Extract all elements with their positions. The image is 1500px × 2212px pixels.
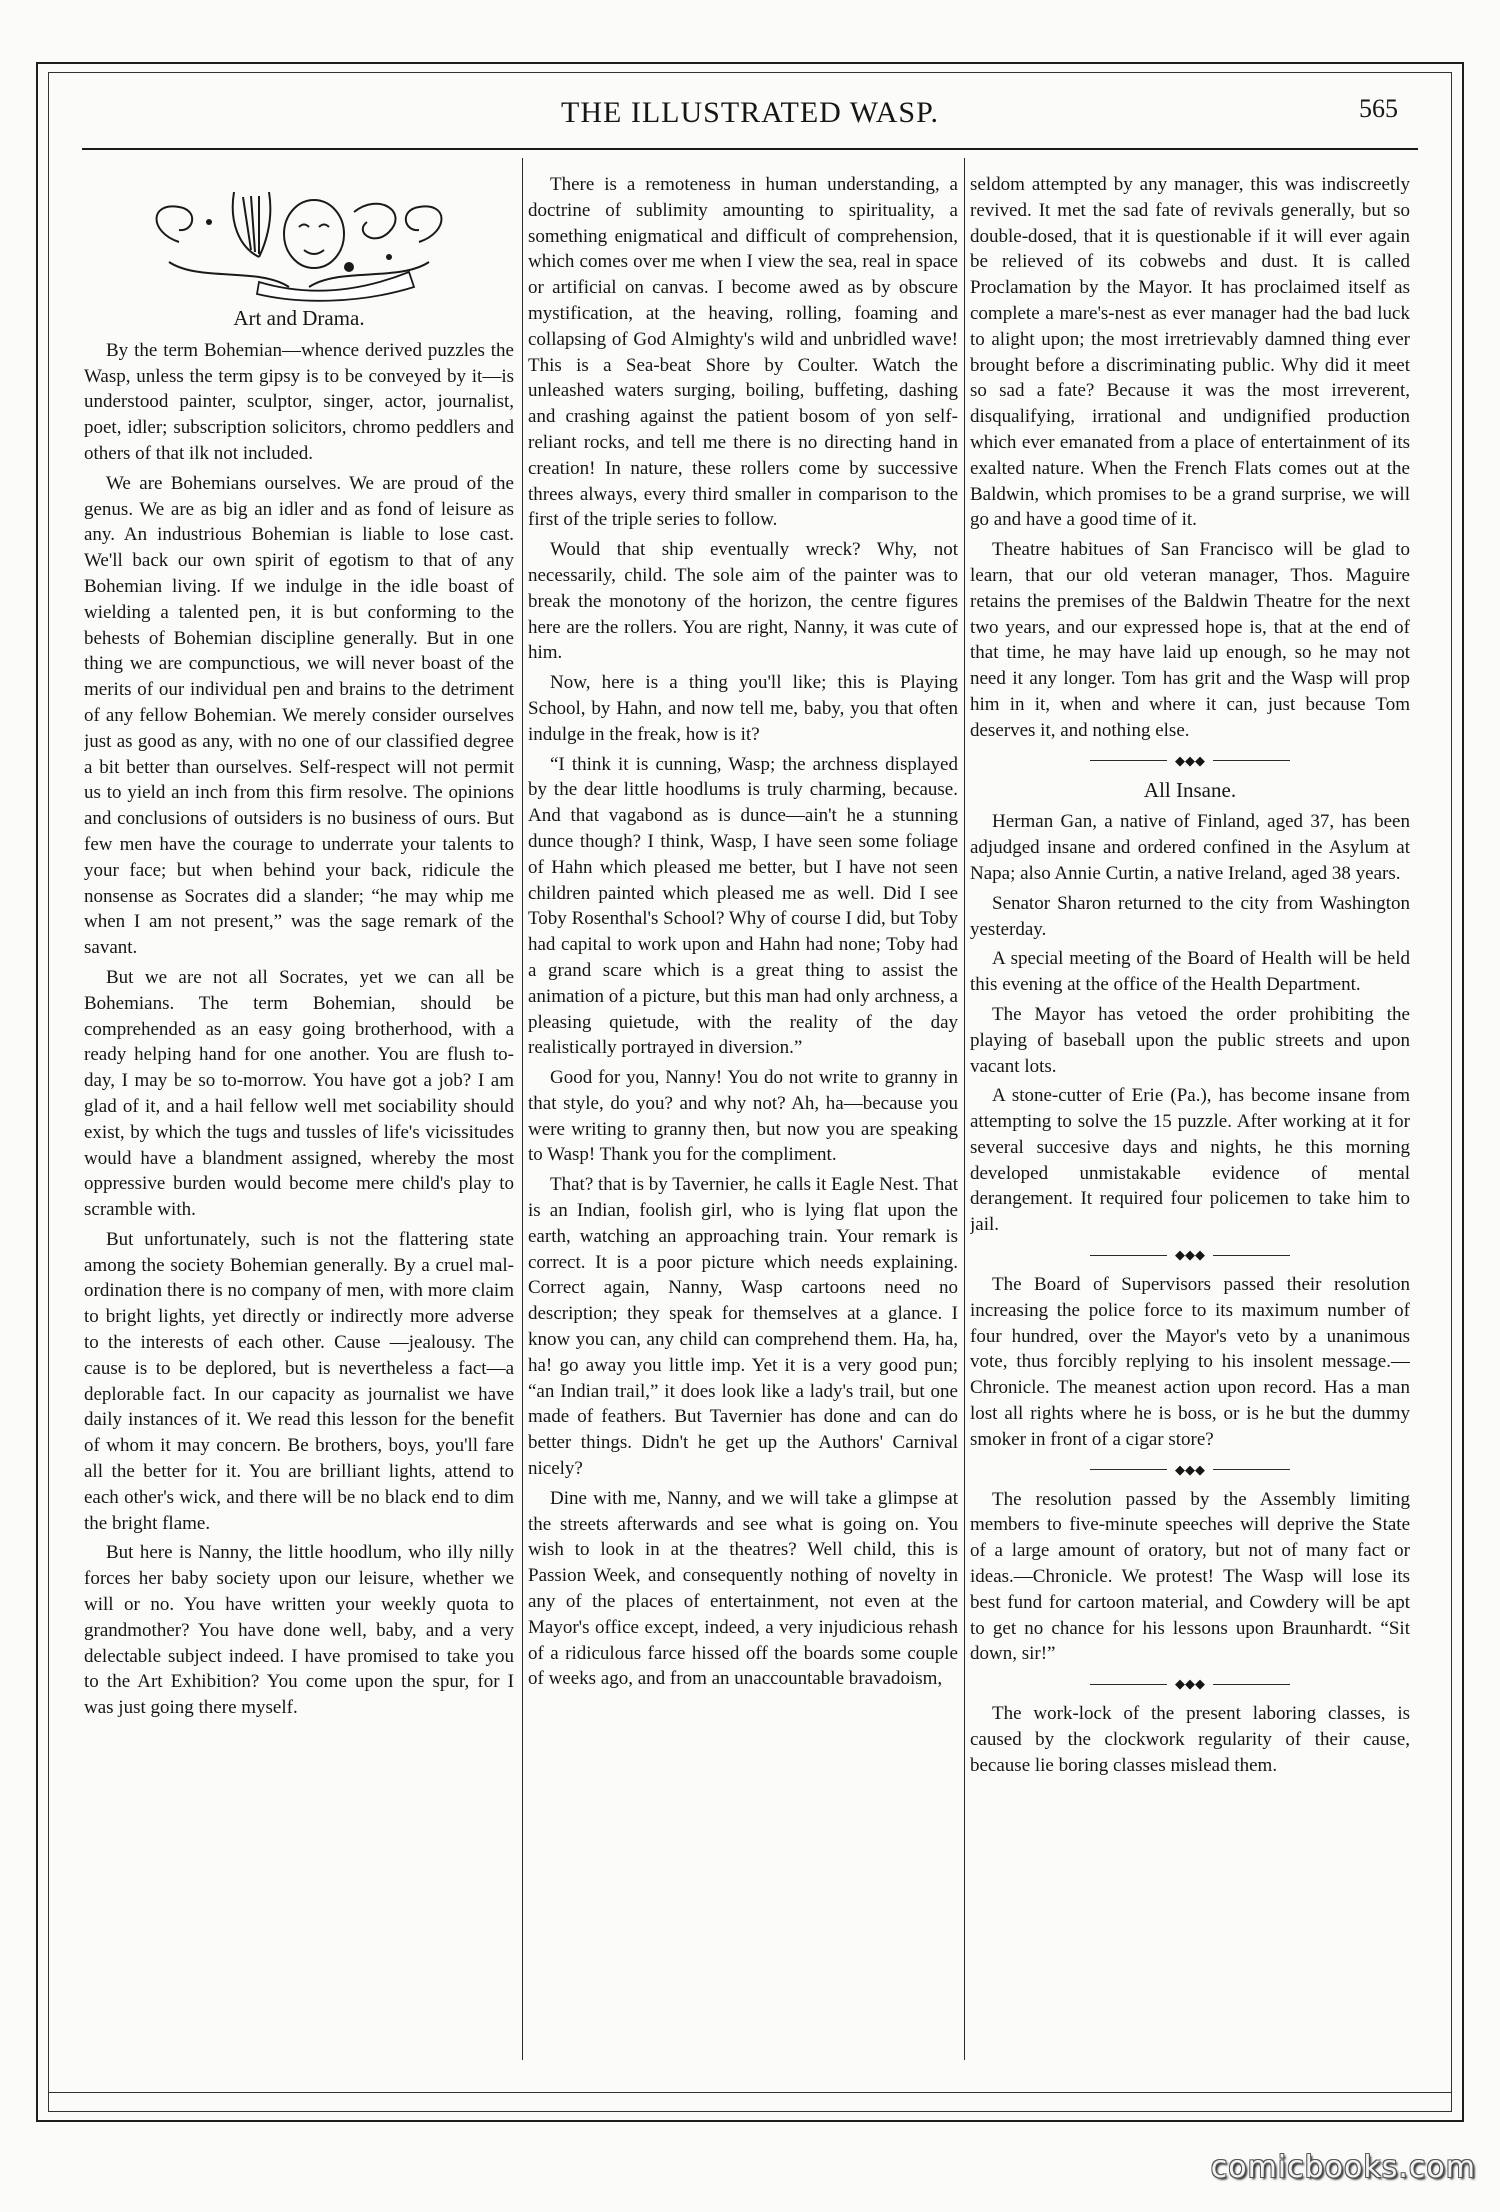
masthead-title: THE ILLUSTRATED WASP. [561,96,939,129]
column-rule [964,158,965,2060]
ornament-wrap [84,172,514,302]
column-rule [522,158,523,2060]
running-head [60,96,1440,136]
column-3 [970,172,1410,2072]
paragraph: A stone-cutter of Erie (Pa.), has become insane from attempting to solve the 15 puzzle. After working at it for several succesive days and nights, he this morning developed unmistakable evidence of mental derangement. It required four policemen to take him to jail. [970,1085,1410,1236]
paragraph: But here is Nanny, the little hoodlum, who illy nilly forces her baby society upon our leisure, whether we will or no. You have written your weekly quota to grandmother? You have done well, baby, and a very delectable subject indeed. I have promised to take you to the Art Exhibition? You come upon the spur, for I was just going there myself. [84,1542,514,1719]
section-separator: ◆◆◆ [1090,1465,1290,1475]
page-number: 565 [1359,94,1398,123]
paragraph: Now, here is a thing you'll like; this is Playing School, by Hahn, and now tell me, baby, you that often indulge in the freak, how is it? [528,672,958,745]
paragraph: The Board of Supervisors passed their resolution increasing the police force to its maximum number of four hundred, over the Mayor's veto by a unanimous vote, thus forcibly replying to his insolent message.—Chronicle. The meanest action upon record. Has a man lost all rights where he is boss, or is he but the dummy smoker in front of a cigar store? [970,1274,1410,1450]
paragraph: Senator Sharon returned to the city from Washington yesterday. [970,892,1410,940]
paragraph: seldom attempted by any manager, this was indiscreetly revived. It met the sad fate of revivals generally, but so double-dosed, that it is questionable if it will ever again be relieved of its cobwebs and dust. It is called Proclamation by the Mayor. It has proclaimed itself as complete a mare's-nest as ever manager had the bad luck to alight upon; the most irretrievably damned thing ever brought before a discriminating public. Why did it meet so sad a fate? Because it was the most irreverent, disqualifying, irrational and undignified production which ever emanated from a place of entertainment of its exalted nature. When the French Flats comes out at the Baldwin, which promises to be a grand surprise, we will go and have a good time of it. [970,174,1410,531]
paragraph: “I think it is cunning, Wasp; the archness displayed by the dear little hoodlums is truly charming, because. And that vagabond as is dunce—ain't he a stunning dunce though? I think, Wasp, I have seen some foliage of Hahn which pleased me better, but I have not seen children painted which pleased me as well. Did I see Toby Rosenthal's School? Why of course I did, but Toby had capital to work upon and Hahn had none; Toby had a grand scare which is a great thing to assist the animation of a picture, but this man had only archness, a pleasing quietude, with the reality of the day realistically portrayed in diversion.” [528,753,958,1059]
article-heading: Art and Drama. [233,306,365,330]
section-separator: ◆◆◆ [1090,756,1290,766]
section-separator: ◆◆◆ [1090,1250,1290,1260]
column-1 [84,172,514,2072]
paragraph: By the term Bohemian—whence derived puzzles the Wasp, unless the term gipsy is to be conveyed by it—is understood painter, sculptor, singer, actor, journalist, poet, idler; subscription solicitors, chromo peddlers and others of that ilk not included. [84,339,514,464]
paragraph: Would that ship eventually wreck? Why, not necessarily, child. The sole aim of the painter was to break the monotony of the horizon, the centre figures here are the rollers. You are right, Nanny, it was cute of him. [528,539,958,664]
paragraph: Theatre habitues of San Francisco will be glad to learn, that our old veteran manager, Thos. Maguire retains the premises of the Baldwin Theatre for the next two years, and our expressed hope is, that at the end of that time, he may have laid up enough, so he may not need it any longer. Tom has grit and the Wasp will prop him in it, when and where it can, just because Tom deserves it, and nothing else. [970,539,1410,741]
footer-rule [48,2092,1452,2093]
lyre-and-masks-ornament-icon [139,172,459,302]
paragraph: But unfortunately, such is not the flattering state among the society Bohemian generally. By a cruel mal-ordination there is no company of men, with more claim to bright lights, yet directly or indirectly more adverse to the interests of each other. Cause —jealousy. The cause is to be deplored, but is nevertheless a fact—a deplorable fact. In our capacity as journalist we have daily instances of it. We read this lesson for the benefit of whom it may concern. Be brothers, boys, you'll fare all the better for it. You are brilliant lights, attend to each other's wick, and there will be no black end to dim the bright flame. [84,1228,514,1534]
paragraph: Good for you, Nanny! You do not write to granny in that style, do you? and why not? Ah, ha—because you were writing to granny then, but now you are speaking to Wasp! Thank you for the compliment. [528,1067,958,1166]
paragraph: The work-lock of the present laboring classes, is caused by the clockwork regularity of their cause, because lie boring classes mislead them. [970,1703,1410,1776]
paragraph: We are Bohemians ourselves. We are proud of the genus. We are as big an idler and as fond of leisure as any. An industrious Bohemian is liable to lose cast. We'll back our own spirit of egotism to that of any Bohemian living. If we indulge in the idle boast of wielding a talented pen, it is but conforming to the behests of Bohemian discipline generally. But in one thing we are compunctious, we will never boast of the merits of our individual pen and brains to the detriment of any fellow Bohemian. We merely consider ourselves just as good as any, with no one of our classified degree a bit better than ourselves. Self-respect will not permit us to yield an inch from this firm resolve. The opinions and conclusions of outsiders is no business of ours. But few men have the courage to underrate your talents to your face; but when behind your back, ridicule the nonsense as Socrates did a slander; “he may whip me when I am not present,” was the sage remark of the savant. [84,472,514,959]
article-heading: All Insane. [1143,777,1237,802]
section-separator: ◆◆◆ [1090,1679,1290,1689]
paragraph: The Mayor has vetoed the order prohibiting the playing of baseball upon the public streets and upon vacant lots. [970,1003,1410,1077]
paragraph: Dine with me, Nanny, and we will take a glimpse at the streets afterwards and see what is going on. You wish to look in at the theatres? Well child, this is Passion Week, and consequently nothing of novelty in any of the places of entertainment, not even at the Mayor's office except, indeed, a very injudicious rehash of a ridiculous farce hissed off the boards some couple of weeks ago, and from an unaccountable bravadoism, [528,1487,958,1690]
paragraph: A special meeting of the Board of Health will be held this evening at the office of the Health Department. [970,948,1410,996]
watermark: comicbooks.com [1210,2150,1476,2185]
paragraph: That? that is by Tavernier, he calls it Eagle Nest. That is an Indian, foolish girl, who is lying flat upon the earth, watching an approaching train. Your remark is correct. It is a poor picture which needs explaining. Correct again, Nanny, Wasp cartoons need no description; they speak for themselves at a glance. I know you can, any child can comprehend them. Ha, ha, ha! go away you little imp. Yet it is a very good pun; “an Indian trail,” it does look like a lady's trail, but one made of feathers. But Tavernier has done and can do better things. Didn't he get up the Authors' Carnival nicely? [528,1174,958,1480]
header-rule [82,148,1418,150]
paragraph: Herman Gan, a native of Finland, aged 37, has been adjudged insane and ordered confined in the Asylum at Napa; also Annie Curtin, a native Ireland, aged 38 years. [970,811,1410,884]
column-2 [528,172,958,2072]
paragraph: There is a remoteness in human understanding, a doctrine of sublimity amounting to spirituality, a something enigmatical and difficult of comprehension, which comes over me when I view the sea, real in space or artificial on canvas. I become awed as by obscure mystification, at the heaving, rolling, foaming and collapsing of God Almighty's wild and unbridled wave! This is a Sea-beat Shore by Coulter. Watch the unleashed waters surging, boiling, buffeting, dashing and crashing against the patient bosom of yon self-reliant rocks, and tell me there is no directing hand in creation! In nature, these rollers come by successive threes always, every third smaller in comparison to the first of the triple series to follow. [528,174,958,531]
paragraph: The resolution passed by the Assembly limiting members to five-minute speeches will deprive the State of a large amount of oratory, but not of many fact or ideas.—Chronicle. We protest! The Wasp will lose its best fund for cartoon material, and Cowdery will be apt to get no chance for his lessons upon Braunhardt. “Sit down, sir!” [970,1488,1410,1665]
paragraph: But we are not all Socrates, yet we can all be Bohemians. The term Bohemian, should be comprehended as an easy going brotherhood, with a ready helping hand for one another. You are flush to-day, I may be so to-morrow. You have got a job? I am glad of it, and a hail fellow well met sociability should exist, by which the tugs and tussles of life's vicissitudes would have a blandment assigned, whereby the most oppressive burden would become mere child's play to scramble with. [84,966,514,1221]
